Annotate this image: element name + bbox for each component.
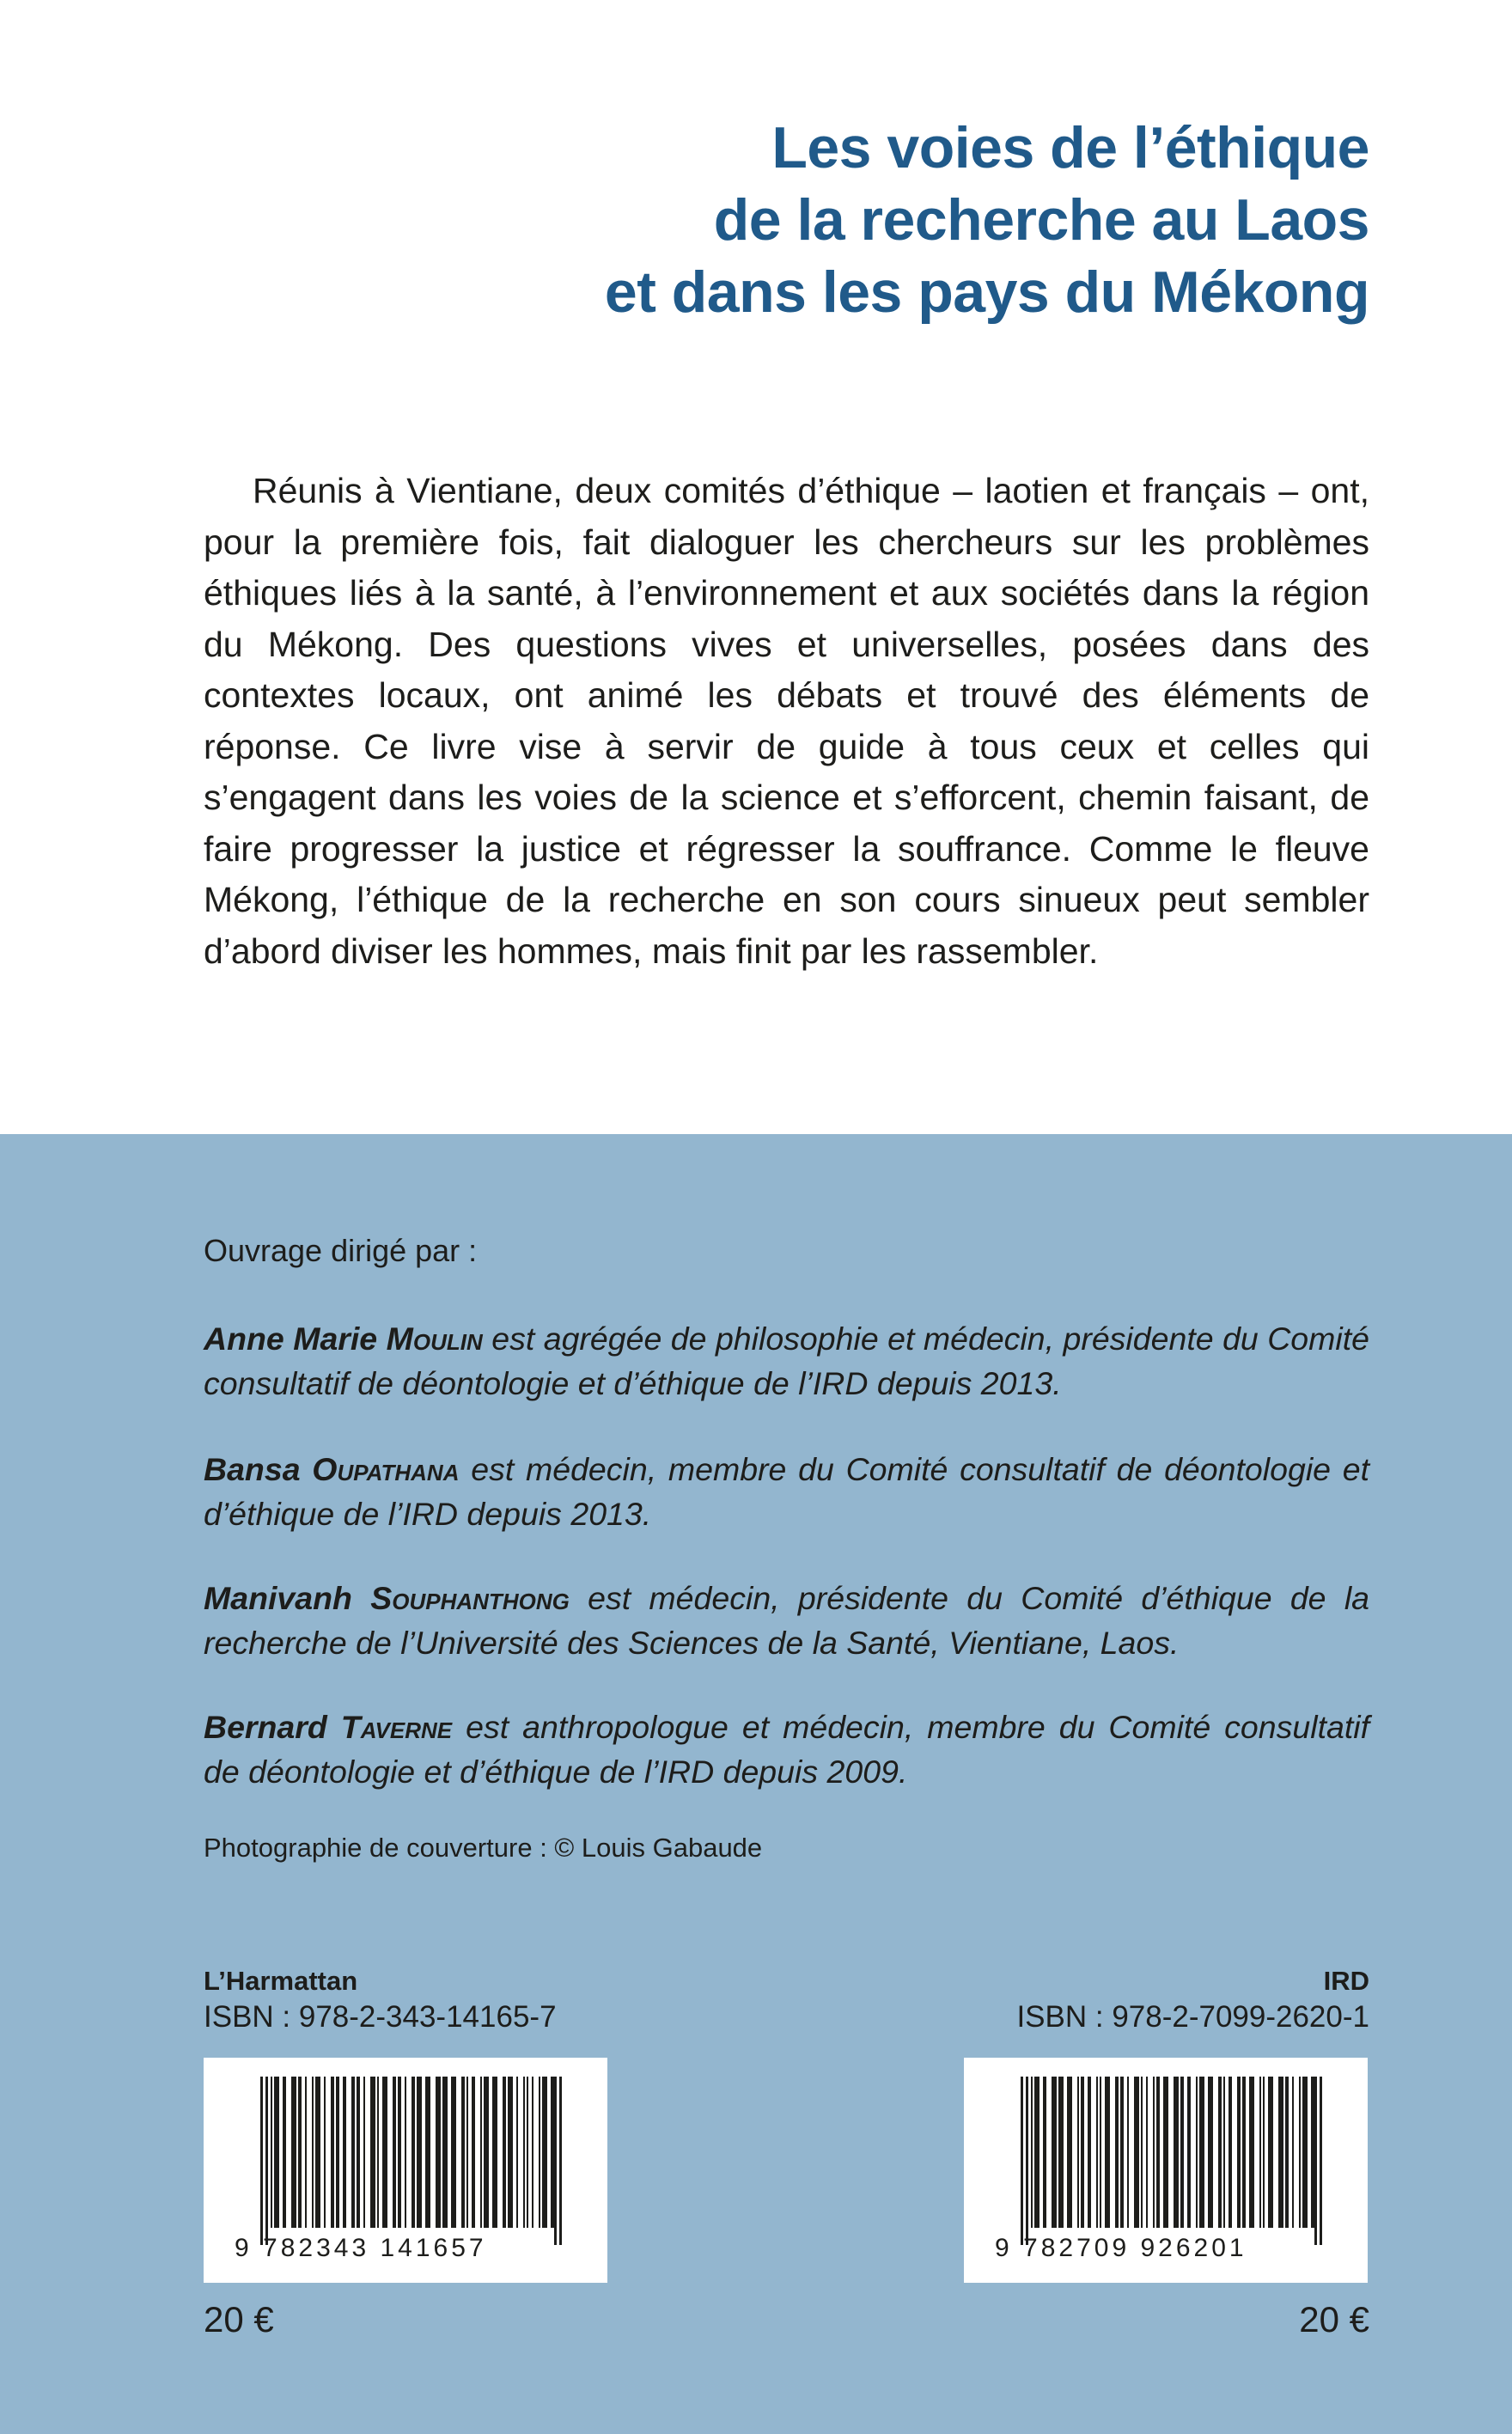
barcode-left-digits: 9 782343 141657 bbox=[235, 2234, 487, 2262]
barcode-bar bbox=[1196, 2077, 1198, 2228]
barcode-bar bbox=[1127, 2077, 1129, 2228]
author-first-name: Anne Marie bbox=[204, 1321, 378, 1357]
barcode-bar bbox=[1311, 2077, 1314, 2228]
barcode-bar bbox=[357, 2077, 360, 2228]
author-description: est anthropologue et médecin, membre du Comité consultatif de déontologie et d’éthique de l’IRD depuis 2009. bbox=[204, 1709, 1370, 1790]
barcode-bar bbox=[1228, 2077, 1232, 2228]
title-line-1: Les voies de l’éthique bbox=[771, 115, 1369, 180]
author-bio bbox=[204, 1447, 1369, 1536]
barcode-bar bbox=[1058, 2077, 1064, 2228]
barcode-bar bbox=[305, 2077, 307, 2228]
barcode-bar bbox=[405, 2077, 406, 2228]
author-first-name: Bansa bbox=[204, 1451, 301, 1487]
barcode-bar bbox=[1163, 2077, 1168, 2228]
barcode-bar bbox=[271, 2077, 272, 2228]
barcode-bar bbox=[1218, 2077, 1222, 2228]
barcode-bar bbox=[1268, 2077, 1273, 2228]
barcode-bar bbox=[1242, 2077, 1246, 2228]
publisher-right-name: IRD bbox=[1323, 1966, 1369, 1996]
barcode-bar bbox=[1285, 2077, 1289, 2228]
barcode-bar bbox=[1146, 2077, 1148, 2228]
barcode-bar bbox=[1043, 2077, 1046, 2228]
barcode-bar bbox=[1180, 2077, 1184, 2228]
barcode-bar bbox=[527, 2077, 528, 2228]
barcode-bar bbox=[1249, 2077, 1254, 2228]
barcode-bar bbox=[492, 2077, 497, 2228]
barcode-bar bbox=[1100, 2077, 1101, 2228]
barcode-bar bbox=[451, 2077, 456, 2228]
barcode-bar bbox=[324, 2077, 326, 2228]
barcode-bar bbox=[1134, 2077, 1139, 2228]
barcode-bar bbox=[1120, 2077, 1124, 2228]
barcode-bar bbox=[1031, 2077, 1033, 2228]
barcode-bar bbox=[298, 2077, 302, 2228]
barcode-bar bbox=[1034, 2077, 1040, 2228]
title-line-3: et dans les pays du Mékong bbox=[604, 259, 1369, 325]
barcode-bar bbox=[283, 2077, 286, 2228]
barcode-bar bbox=[331, 2077, 334, 2228]
author-description: est médecin, membre du Comité consultatif de déontologie et d’éthique de l’IRD depuis 2013. bbox=[204, 1451, 1370, 1532]
barcode-bar bbox=[539, 2077, 540, 2228]
publisher-right-isbn: ISBN : 978-2-7099-2620-1 bbox=[1016, 2000, 1369, 2034]
barcode-bar bbox=[1052, 2077, 1057, 2228]
barcode-bar bbox=[442, 2077, 448, 2228]
author-description: est agrégée de philosophie et médecin, présidente du Comité consultatif de déontologie et d’éthique de l’IRD depuis 2013. bbox=[204, 1321, 1370, 1401]
author-bio bbox=[204, 1576, 1369, 1665]
barcode-bar bbox=[398, 2077, 401, 2228]
barcode-bar bbox=[1153, 2077, 1155, 2228]
photo-credit: Photographie de couverture : © Louis Gabaude bbox=[204, 1833, 763, 1863]
barcode-bar bbox=[472, 2077, 475, 2228]
barcode-bar bbox=[382, 2077, 387, 2228]
barcode-bar bbox=[1141, 2077, 1143, 2228]
barcode-bar bbox=[532, 2077, 533, 2228]
barcode-bar bbox=[542, 2077, 547, 2228]
barcode-bar bbox=[363, 2077, 365, 2228]
barcode-bar bbox=[425, 2077, 430, 2228]
barcode-bar bbox=[480, 2077, 482, 2228]
barcode-guard-bar bbox=[1021, 2077, 1023, 2245]
author-last-name: Taverne bbox=[340, 1709, 453, 1745]
barcode-bar bbox=[417, 2077, 422, 2228]
barcode-bar bbox=[1077, 2077, 1079, 2228]
publisher-left-isbn: ISBN : 978-2-343-14165-7 bbox=[204, 2000, 557, 2034]
barcode-left bbox=[204, 2058, 607, 2283]
barcode-guard-bar bbox=[559, 2077, 562, 2245]
barcode-bar bbox=[516, 2077, 518, 2228]
barcode-bar bbox=[312, 2077, 314, 2228]
barcode-right-digits: 9 782709 926201 bbox=[995, 2234, 1247, 2262]
barcode-bar bbox=[393, 2077, 396, 2228]
barcode-bar bbox=[523, 2077, 525, 2228]
book-title bbox=[204, 112, 1369, 328]
barcode-bar bbox=[1156, 2077, 1160, 2228]
barcode-bar bbox=[412, 2077, 415, 2228]
barcode-bar bbox=[484, 2077, 489, 2228]
title-line-2: de la recherche au Laos bbox=[713, 187, 1369, 253]
barcode-bar bbox=[315, 2077, 320, 2228]
barcode-bar bbox=[508, 2077, 513, 2228]
barcode-bar bbox=[1302, 2077, 1308, 2228]
barcode-guard-bar bbox=[1320, 2077, 1322, 2245]
barcode-bar bbox=[1292, 2077, 1294, 2228]
barcode-bar bbox=[1174, 2077, 1179, 2228]
barcode-left-graphic bbox=[204, 2058, 607, 2283]
barcode-right bbox=[964, 2058, 1368, 2283]
publisher-left-name: L’Harmattan bbox=[204, 1966, 358, 1996]
barcode-bar bbox=[503, 2077, 506, 2228]
barcode-bar bbox=[1067, 2077, 1072, 2228]
barcode-bar bbox=[1187, 2077, 1191, 2228]
barcode-bar bbox=[291, 2077, 296, 2228]
barcode-bar bbox=[466, 2077, 468, 2228]
barcode-bar bbox=[274, 2077, 279, 2228]
barcode-bar bbox=[351, 2077, 355, 2228]
barcode-bar bbox=[1278, 2077, 1283, 2228]
author-bio bbox=[204, 1705, 1369, 1794]
barcode-bar bbox=[1081, 2077, 1084, 2228]
barcode-bar bbox=[1263, 2077, 1265, 2228]
barcode-guard-bar bbox=[265, 2077, 268, 2245]
editors-label: Ouvrage dirigé par : bbox=[204, 1233, 478, 1268]
barcode-bar bbox=[1088, 2077, 1091, 2228]
barcode-bar bbox=[1199, 2077, 1204, 2228]
barcode-guard-bar bbox=[1026, 2077, 1028, 2245]
barcode-bar bbox=[436, 2077, 441, 2228]
barcode-guard-bar bbox=[1314, 2077, 1317, 2245]
barcode-bar bbox=[1259, 2077, 1261, 2228]
barcode-guard-bar bbox=[260, 2077, 263, 2245]
barcode-right-graphic bbox=[964, 2058, 1368, 2283]
barcode-guard-bar bbox=[554, 2077, 557, 2245]
barcode-bar bbox=[1299, 2077, 1301, 2228]
price-right: 20 € bbox=[1299, 2299, 1369, 2339]
author-first-name: Bernard bbox=[204, 1709, 327, 1745]
author-last-name: Oupathana bbox=[312, 1451, 460, 1487]
barcode-bar bbox=[377, 2077, 379, 2228]
barcode-bar bbox=[1115, 2077, 1119, 2228]
barcode-bar bbox=[336, 2077, 339, 2228]
author-description: est médecin, présidente du Comité d’éthique de la recherche de l’Université des Sciences de la Santé, Vientiane, Laos. bbox=[204, 1580, 1370, 1661]
price-left: 20 € bbox=[204, 2299, 274, 2339]
barcode-bar bbox=[1223, 2077, 1225, 2228]
author-last-name: Souphanthong bbox=[370, 1580, 570, 1616]
barcode-bar bbox=[461, 2077, 465, 2228]
barcode-bar bbox=[1237, 2077, 1241, 2228]
back-cover-blurb: Réunis à Vientiane, deux comités d’éthique – laotien et français – ont, pour la première fois, fait dialoguer les chercheurs sur les problèmes éthiques liés à la santé, à l’environnement et aux sociétés dans la région du Mékong. Des questions vives et universelles, posées dans des contextes locaux, ont animé les débats et trouvé des éléments de réponse. Ce livre vise à servir de guide à tous ceux et celles qui s’engagent dans les voies de la science et s’efforcent, chemin faisant, de faire progresser la justice et régresser la souffrance. Comme le fleuve Mékong, l’éthique de la recherche en son cours sinueux peut sembler d’abord diviser les hommes, mais finit par les rassembler. bbox=[204, 471, 1369, 971]
barcode-bar bbox=[1096, 2077, 1098, 2228]
author-last-name: Moulin bbox=[386, 1321, 483, 1357]
barcode-bar bbox=[343, 2077, 346, 2228]
author-bio bbox=[204, 1316, 1369, 1406]
barcode-bar bbox=[1105, 2077, 1110, 2228]
barcode-bar bbox=[1208, 2077, 1213, 2228]
barcode-bar bbox=[370, 2077, 375, 2228]
barcode-bar bbox=[551, 2077, 554, 2228]
author-first-name: Manivanh bbox=[204, 1580, 352, 1616]
